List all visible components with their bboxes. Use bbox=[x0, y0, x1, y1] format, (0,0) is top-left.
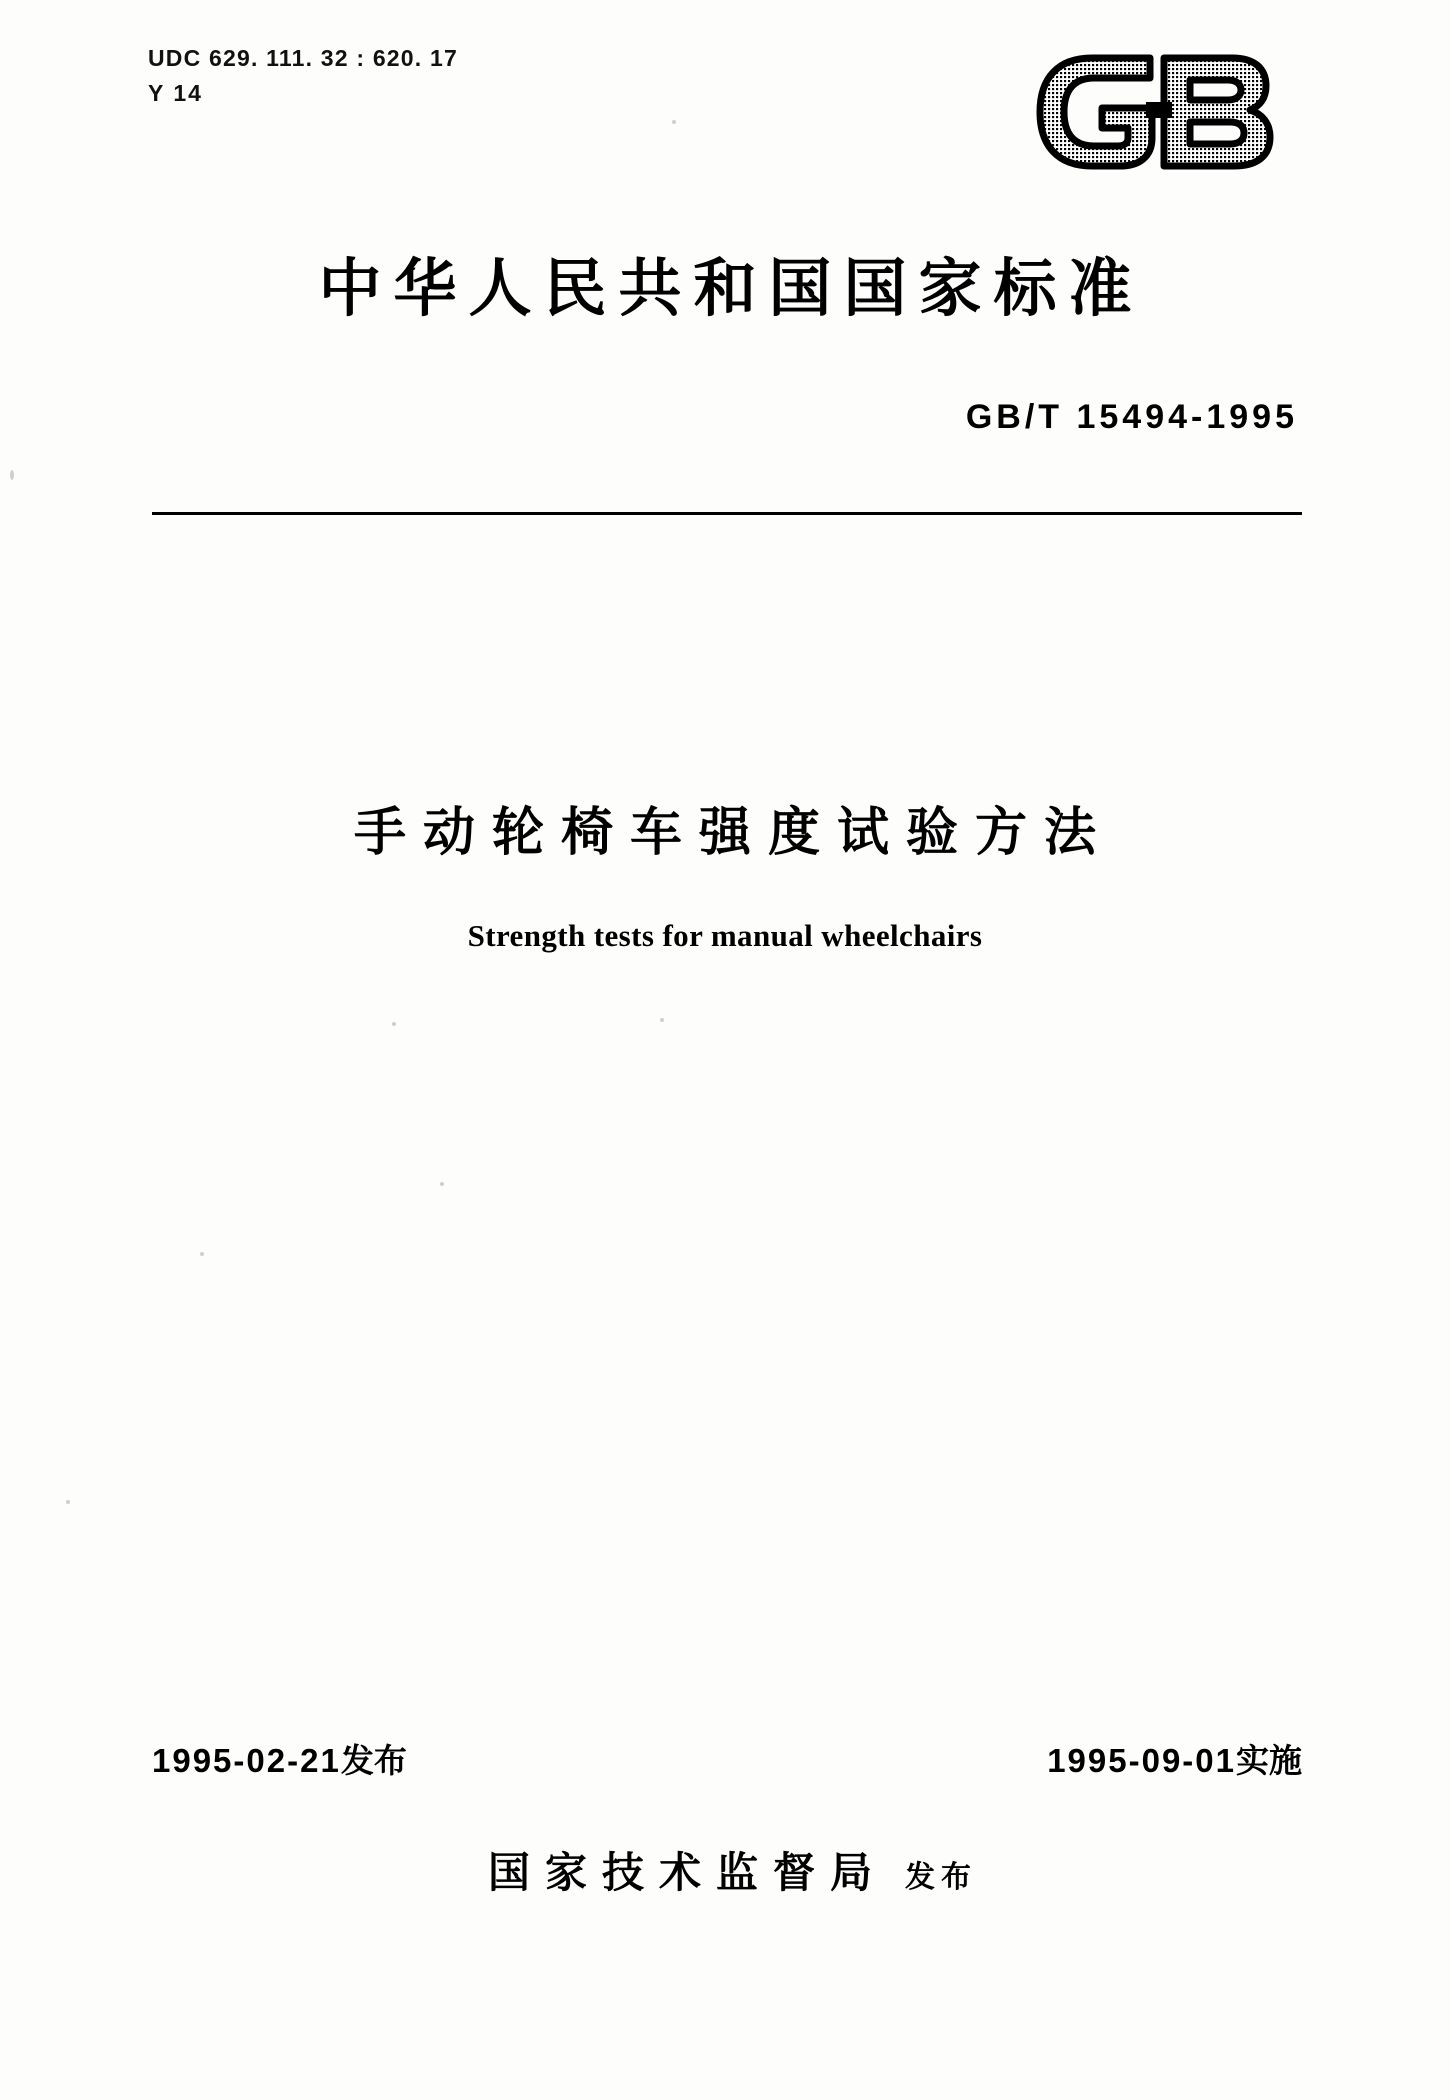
scan-speckle bbox=[672, 120, 676, 124]
standard-number: GB/T 15494-1995 bbox=[965, 398, 1298, 436]
issuing-authority bbox=[0, 1840, 1450, 1900]
scan-speckle bbox=[440, 1182, 444, 1186]
issuing-authority-suffix: 发布 bbox=[905, 1860, 977, 1895]
issuing-authority-name: 国家技术监督局 bbox=[487, 1848, 887, 1897]
issue-date bbox=[152, 1735, 407, 1782]
scan-speckle bbox=[10, 470, 14, 480]
effective-date bbox=[1047, 1735, 1302, 1782]
document-title-english: Strength tests for manual wheelchairs bbox=[467, 918, 983, 953]
udc-line-2: Y 14 bbox=[148, 80, 203, 107]
udc-line-1: UDC 629. 111. 32 : 620. 17 bbox=[148, 45, 458, 71]
effective-date-value: 1995-09-01 bbox=[1047, 1742, 1236, 1779]
effective-date-label: 实施 bbox=[1236, 1741, 1302, 1780]
scan-speckle bbox=[66, 1500, 70, 1504]
scan-speckle bbox=[392, 1022, 396, 1026]
issue-date-label: 发布 bbox=[340, 1741, 407, 1780]
gb-logo-icon bbox=[1032, 52, 1302, 172]
scan-speckle bbox=[200, 1252, 204, 1256]
divider bbox=[152, 512, 1302, 515]
scan-speckle bbox=[660, 1018, 664, 1022]
issue-date-value: 1995-02-21 bbox=[152, 1742, 341, 1779]
udc-classification bbox=[148, 42, 458, 111]
document-title-chinese: 手动轮椅车强度试验方法 bbox=[353, 803, 1113, 863]
page-title: 中华人民共和国国家标准 bbox=[318, 252, 1144, 325]
